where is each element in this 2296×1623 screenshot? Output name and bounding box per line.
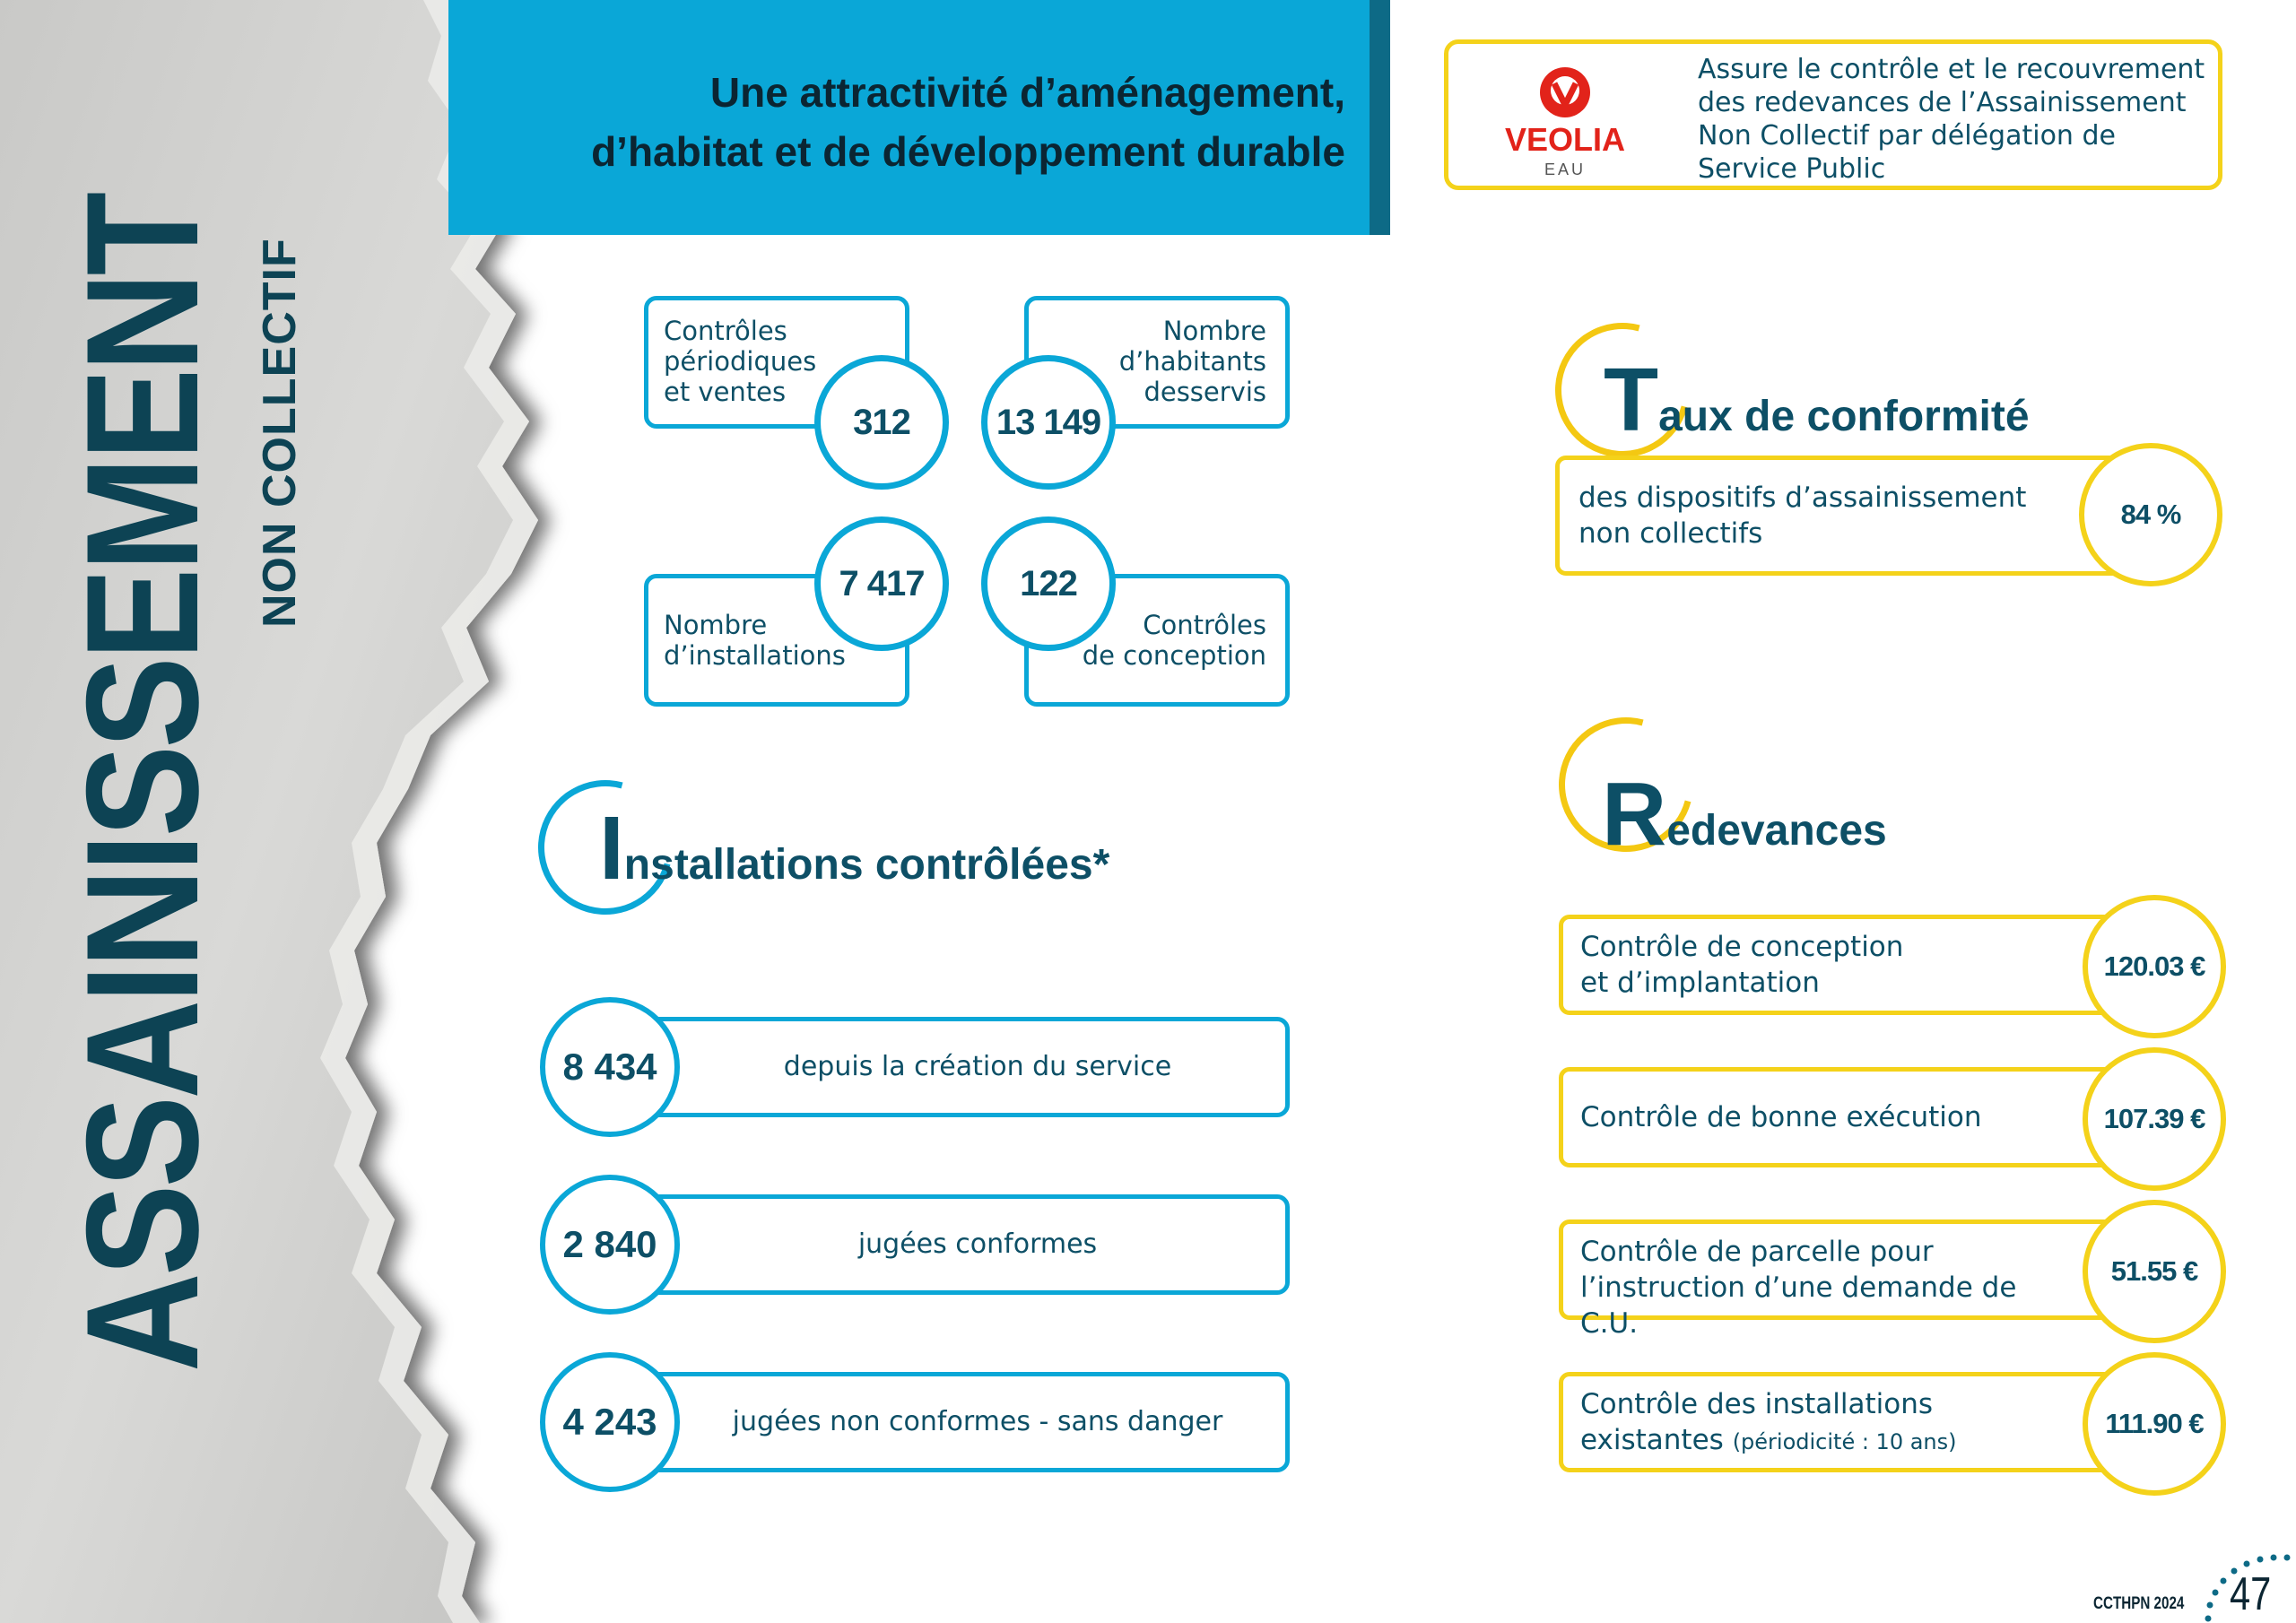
conformite-value: 84 % (2079, 443, 2222, 586)
stat-label-installations: Nombre d’installations (664, 610, 846, 671)
side-title-vertical (53, 27, 332, 1372)
conformite-title-rest: aux de conformité (1658, 393, 2030, 440)
redevances-title-rest: edevances (1666, 807, 1887, 855)
side-title-main: ASSAINISSEMENT (53, 195, 231, 1372)
installations-row-non-conformes-label: jugées non conformes - sans danger (732, 1406, 1223, 1437)
redevance-note-existantes: (périodicité : 10 ans) (1732, 1429, 1957, 1454)
stat-value-installations: 7 417 (814, 516, 949, 651)
veolia-info-card (1444, 39, 2222, 190)
redevances-title-cap: R (1602, 764, 1667, 864)
installations-title-rest: nstallations contrôlées* (623, 841, 1110, 889)
veolia-description: Assure le contrôle et le recouvrement des redevances de l’Assainissement Non Collectif par délégation de Service Public (1698, 54, 2205, 185)
installations-row-total-value: 8 434 (540, 997, 680, 1137)
conformite-label: des dispositifs d’assainissement non collectifs (1578, 482, 2027, 550)
redevance-value-conception: 120.03 € (2083, 895, 2226, 1038)
redevance-label-existantes-main: Contrôle des installations existantes (1580, 1388, 1934, 1456)
page-title: Une attractivité d’aménagement, d’habitat et de développement durable (591, 69, 1345, 175)
stat-value-periodic: 312 (814, 355, 949, 490)
stat-value-conception: 122 (981, 516, 1116, 651)
redevance-label-execution: Contrôle de bonne exécution (1580, 1101, 1982, 1133)
side-title-sub: NON COLLECTIF (254, 238, 306, 628)
conformite-section-title (1604, 350, 2030, 450)
footer-label: CCTHPN 2024 (2093, 1594, 2185, 1613)
installations-title-cap: I (599, 798, 624, 898)
header-band-accent (1370, 0, 1390, 235)
redevances-section-title (1602, 764, 1887, 864)
redevance-value-execution: 107.39 € (2083, 1047, 2226, 1191)
installations-row-non-conformes-value: 4 243 (540, 1352, 680, 1492)
redevance-value-parcelle: 51.55 € (2083, 1200, 2226, 1343)
stat-label-conception: Contrôles de conception (1082, 610, 1266, 671)
conformite-title-cap: T (1604, 350, 1659, 450)
redevance-value-existantes: 111.90 € (2083, 1352, 2226, 1496)
page-number: 47 (2230, 1568, 2272, 1620)
installations-row-conformes-label: jugées conformes (857, 1228, 1098, 1260)
stat-value-inhabitants: 13 149 (981, 355, 1116, 490)
stat-label-periodic: Contrôles périodiques et ventes (664, 316, 817, 407)
installations-section-title (599, 798, 1110, 898)
redevance-label-conception: Contrôle de conception et d’implantation (1580, 931, 1904, 999)
veolia-logo-sub: EAU (1544, 161, 1587, 178)
installations-row-conformes-value: 2 840 (540, 1175, 680, 1315)
veolia-logo-icon (1493, 56, 1637, 182)
redevance-label-parcelle: Contrôle de parcelle pour l’instruction d’une demande de C.U. (1580, 1236, 2017, 1340)
redevance-label-existantes (1580, 1386, 2083, 1460)
stat-label-inhabitants: Nombre d’habitants desservis (1118, 316, 1266, 407)
veolia-logo-name: VEOLIA (1504, 121, 1626, 158)
installations-row-total-label: depuis la création du service (783, 1051, 1172, 1082)
